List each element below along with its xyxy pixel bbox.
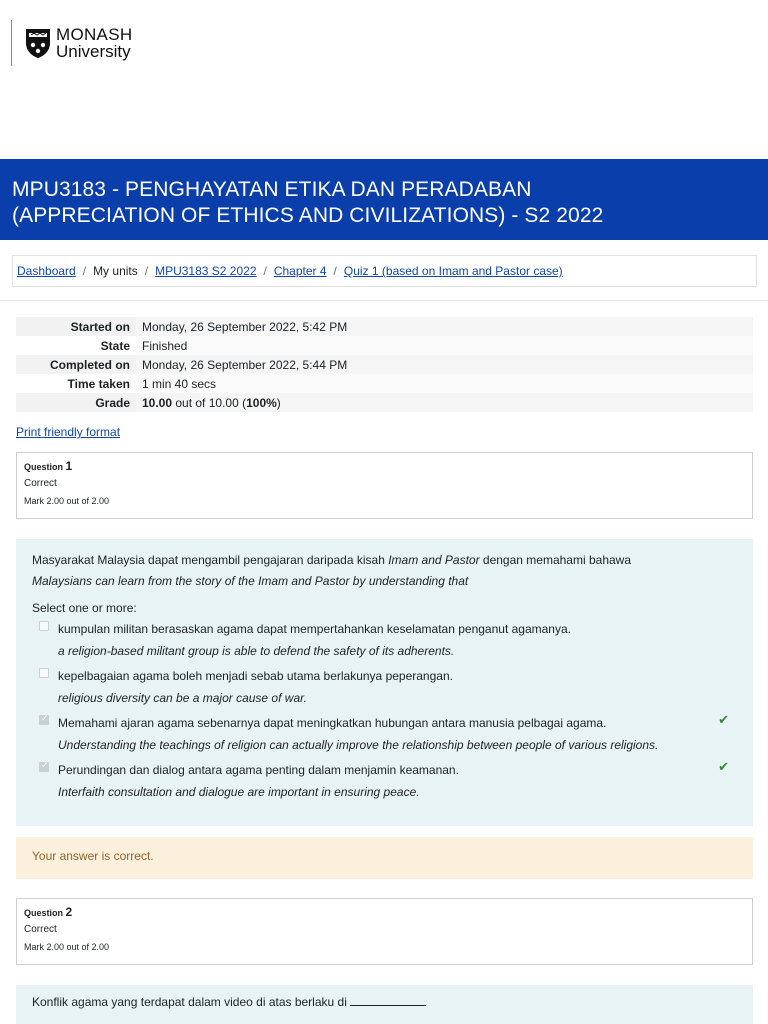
- summary-value: Finished: [136, 336, 753, 355]
- top-navbar: [0, 0, 768, 160]
- summary-row: [16, 393, 753, 412]
- answer-text: kumpulan militan berasaskan agama dapat mempertahankan keselamatan penganut agamanya.: [58, 622, 571, 636]
- answer-checkbox-checked[interactable]: [39, 762, 49, 772]
- question-text-part: Masyarakat Malaysia dapat mengambil pengajaran daripada kisah: [32, 553, 389, 567]
- question-number-value: 1: [65, 459, 73, 473]
- answer-text-english: a religion-based militant group is able to defend the safety of its adherents.: [58, 644, 455, 658]
- question-label: Question: [24, 462, 64, 472]
- question-label: Question: [24, 908, 64, 918]
- correct-check-icon: ✔: [718, 759, 729, 774]
- answer-option[interactable]: [32, 665, 737, 709]
- breadcrumb: [12, 255, 757, 287]
- answer-checkbox-checked[interactable]: [39, 715, 49, 725]
- answer-feedback: Your answer is correct.: [16, 837, 753, 879]
- question-number: [24, 905, 745, 919]
- breadcrumb-quiz[interactable]: Quiz 1 (based on Imam and Pastor case): [343, 264, 563, 278]
- grade-out-of: out of 10.00 (: [172, 395, 247, 410]
- breadcrumb-separator: /: [263, 264, 267, 278]
- question-info: [16, 452, 753, 519]
- breadcrumb-separator: /: [82, 264, 87, 278]
- breadcrumb-separator: /: [144, 264, 149, 278]
- divider: [0, 300, 768, 301]
- question-text-italic: Imam and Pastor: [388, 553, 480, 567]
- page-title: [12, 177, 756, 229]
- question-formulation: [16, 985, 753, 1024]
- question-mark: Mark 2.00 out of 2.00: [24, 496, 110, 506]
- answer-text-english: religious diversity can be a major cause of war.: [58, 691, 307, 705]
- question-number-value: 2: [65, 905, 73, 919]
- summary-row: [16, 317, 753, 336]
- answer-checkbox[interactable]: [39, 668, 49, 678]
- answer-text-english: Interfaith consultation and dialogue are important in ensuring peace.: [58, 785, 420, 799]
- summary-label: Grade: [95, 395, 130, 410]
- summary-label: State: [100, 338, 130, 353]
- question-state: Correct: [24, 924, 57, 935]
- question-text: Konflik agama yang terdapat dalam video di atas berlaku di: [32, 995, 351, 1009]
- breadcrumb-unit[interactable]: MPU3183 S2 2022: [155, 264, 257, 278]
- summary-value: Monday, 26 September 2022, 5:42 PM: [136, 317, 753, 336]
- answer-option[interactable]: [32, 712, 737, 756]
- course-header: [0, 159, 768, 240]
- question-number: [24, 459, 745, 473]
- breadcrumb-chapter[interactable]: Chapter 4: [273, 264, 327, 278]
- summary-value: Monday, 26 September 2022, 5:44 PM: [136, 355, 753, 374]
- correct-check-icon: ✔: [718, 712, 729, 727]
- question-text: [32, 549, 737, 571]
- answer-text: Perundingan dan dialog antara agama penting dalam menjamin keamanan.: [58, 763, 459, 777]
- answer-text-english: Understanding the teachings of religion can actually improve the relationship between people of various religions.: [58, 738, 659, 752]
- summary-label: Started on: [70, 319, 130, 334]
- grade-score: 10.00: [142, 395, 173, 410]
- answer-option[interactable]: [32, 618, 737, 662]
- question-info: [16, 898, 753, 965]
- brand-line2: University: [56, 42, 131, 61]
- summary-label: Time taken: [67, 376, 130, 391]
- summary-value: 1 min 40 secs: [136, 374, 753, 393]
- question-state: Correct: [24, 478, 57, 489]
- question-mark: Mark 2.00 out of 2.00: [24, 942, 110, 952]
- summary-label: Completed on: [50, 357, 130, 372]
- answer-option[interactable]: [32, 759, 737, 803]
- summary-row: [16, 355, 753, 374]
- page-title-line2: (APPRECIATION OF ETHICS AND CIVILIZATIONS) - S2 2022: [12, 204, 604, 227]
- answer-text: Memahami ajaran agama sebenarnya dapat meningkatkan hubungan antara manusia pelbagai agama.: [58, 716, 607, 730]
- question-text-english: Malaysians can learn from the story of the Imam and Pastor by understanding that: [32, 574, 469, 588]
- page-title-line1: MPU3183 - PENGHAYATAN ETIKA DAN PERADABAN: [12, 178, 532, 201]
- question-text-part: dengan memahami bahawa: [479, 553, 632, 567]
- grade-percent: 100%: [246, 395, 277, 410]
- brand-line1: MONASH: [56, 25, 133, 44]
- breadcrumb-my-units: My units: [93, 264, 138, 278]
- print-friendly-link[interactable]: Print friendly format: [16, 425, 121, 439]
- fill-blank: [350, 1005, 426, 1006]
- grade-close: ): [276, 395, 281, 410]
- answer-checkbox[interactable]: [39, 621, 49, 631]
- summary-row: [16, 374, 753, 393]
- answer-text: kepelbagaian agama boleh menjadi sebab utama berlakunya peperangan.: [58, 669, 453, 683]
- summary-row: [16, 336, 753, 355]
- monash-crest-icon: [24, 27, 52, 59]
- navbar-divider: [11, 20, 12, 66]
- grade-value: [136, 393, 753, 412]
- monash-logo[interactable]: [24, 25, 132, 61]
- answer-prompt: Select one or more:: [32, 601, 137, 615]
- breadcrumb-separator: /: [333, 264, 337, 278]
- question-formulation: [16, 539, 753, 826]
- breadcrumb-dashboard[interactable]: Dashboard: [17, 264, 76, 278]
- attempt-summary-table: [16, 317, 753, 412]
